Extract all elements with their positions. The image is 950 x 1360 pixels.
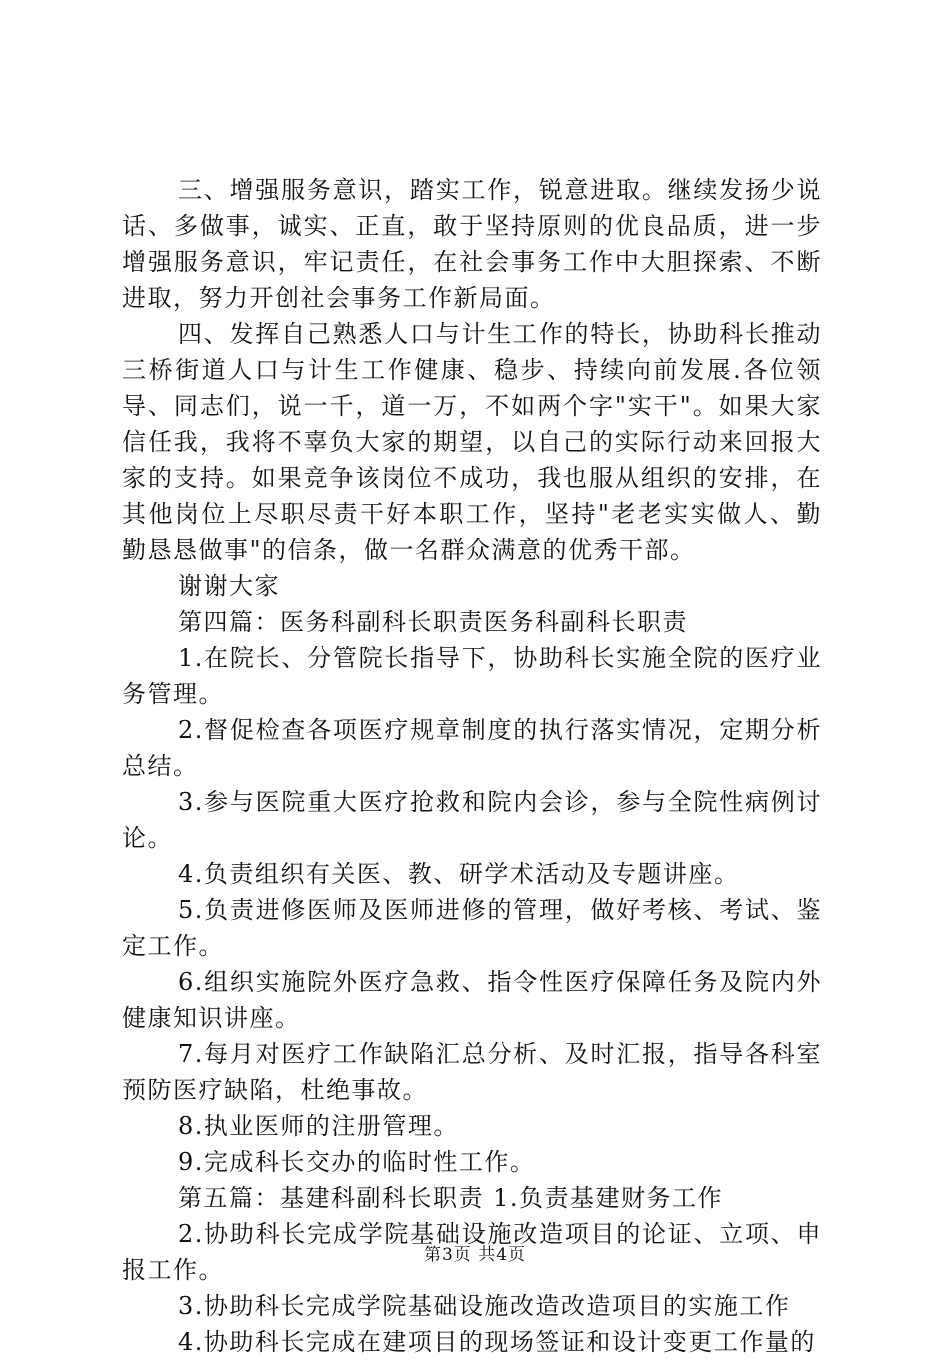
document-body	[122, 172, 822, 1360]
list-item: 4.协助科长完成在建项目的现场签证和设计变更工作量的	[178, 1328, 816, 1356]
list-item: 9.完成科长交办的临时性工作。	[178, 1148, 536, 1176]
list-item: 5.负责进修医师及医师进修的管理，做好考核、考试、鉴定工作。	[122, 896, 822, 960]
section-heading: 第四篇：医务科副科长职责医务科副科长职责	[178, 608, 688, 636]
list-item: 4.负责组织有关医、教、研学术活动及专题讲座。	[178, 860, 740, 888]
list-item: 2.督促检查各项医疗规章制度的执行落实情况，定期分析总结。	[122, 716, 822, 780]
page-number-footer: 第3页 共4页	[423, 1245, 527, 1265]
paragraph: 四、发挥自己熟悉人口与计生工作的特长，协助科长推动三桥街道人口与计生工作健康、稳步、持续向前发展.各位领导、同志们，说一千，道一万，不如两个字"实干"。如果大家信任我，我将不辜负大家的期望，以自己的实际行动来回报大家的支持。如果竞争该岗位不成功，我也服从组织的安排，在其他岗位上尽职尽责干好本职工作，坚持"老老实实做人、勤勤恳恳做事"的信条，做一名群众满意的优秀干部。	[122, 320, 822, 564]
list-item: 3.参与医院重大医疗抢救和院内会诊，参与全院性病例讨论。	[122, 788, 822, 852]
list-item: 7.每月对医疗工作缺陷汇总分析、及时汇报，指导各科室预防医疗缺陷，杜绝事故。	[122, 1040, 822, 1104]
section-heading: 第五篇：基建科副科长职责 1.负责基建财务工作	[178, 1184, 724, 1212]
paragraph: 三、增强服务意识，踏实工作，锐意进取。继续发扬少说话、多做事，诚实、正直，敢于坚持原则的优良品质，进一步增强服务意识，牢记责任，在社会事务工作中大胆探索、不断进取，努力开创社会事务工作新局面。	[122, 176, 822, 312]
list-item: 2.协助科长完成学院基础设施改造项目的论证、立项、申报工作。	[122, 1220, 822, 1284]
paragraph: 谢谢大家	[178, 572, 280, 600]
list-item: 1.在院长、分管院长指导下，协助科长实施全院的医疗业务管理。	[122, 644, 822, 708]
list-item: 6.组织实施院外医疗急救、指令性医疗保障任务及院内外健康知识讲座。	[122, 968, 822, 1032]
list-item: 8.执业医师的注册管理。	[178, 1112, 459, 1140]
list-item: 3.协助科长完成学院基础设施改造改造项目的实施工作	[178, 1292, 791, 1320]
